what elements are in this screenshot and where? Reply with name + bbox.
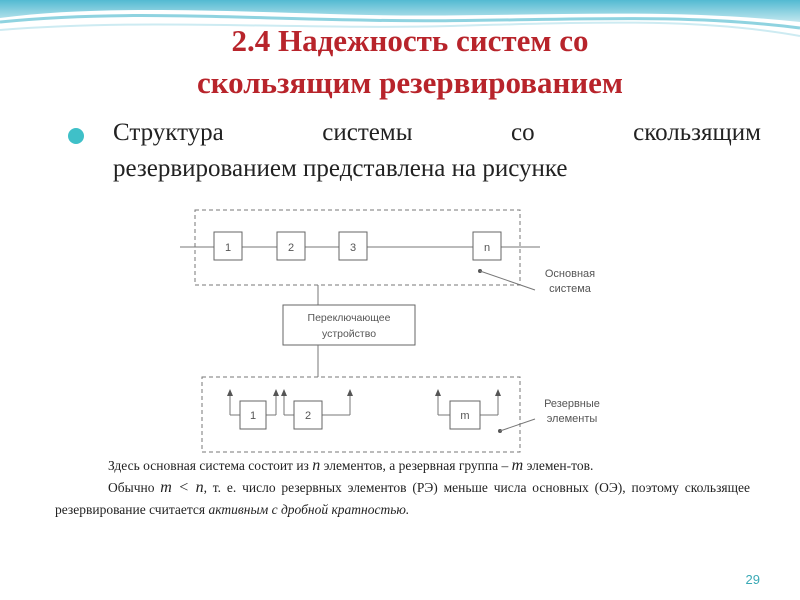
reserve-element-label-2: 2 <box>304 410 312 422</box>
page-number: 29 <box>745 572 760 587</box>
bullet-text <box>113 115 761 187</box>
caption-var-m: m <box>511 457 524 474</box>
switching-device-label-line-2: устройство <box>321 328 377 340</box>
reserve-label-line-1: Резервные <box>544 398 600 410</box>
caption-p2-text-b: , т. е. число резервных элементов (РЭ) меньше числа основных (ОЭ), поэтому скользящее резервирование считается <box>55 480 751 517</box>
bullet-line-2: резервированием представлена на рисунке <box>113 155 568 182</box>
diagram-caption <box>55 455 750 557</box>
bullet-icon <box>68 128 84 144</box>
caption-p2-italic: активным с дробной кратностью. <box>208 502 410 517</box>
caption-p1-text-b: элементов, а резервная группа – <box>320 458 512 473</box>
slide-title <box>60 20 760 104</box>
slide-title-line-2: скользящим резервированием <box>196 65 624 100</box>
caption-inequality: m < n <box>160 479 204 496</box>
caption-paragraph-2 <box>55 477 750 521</box>
reserve-element-m-left-arrowhead <box>435 389 441 396</box>
reserve-element-1-left-arrowhead <box>227 389 233 396</box>
caption-paragraph-1 <box>55 455 750 477</box>
main-system-label-line-1: Основная <box>544 268 596 280</box>
caption-p2-text-a: Обычно <box>108 480 161 495</box>
main-element-label-3: 3 <box>349 242 357 254</box>
main-element-label-n: n <box>483 242 491 254</box>
sliding-redundancy-diagram <box>180 205 610 460</box>
reserve-element-2-right-arrowhead <box>347 389 353 396</box>
bullet-line-1: Структура системы со скользящим <box>113 119 761 146</box>
main-element-label-1: 1 <box>224 242 232 254</box>
main-element-label-2: 2 <box>287 242 295 254</box>
main-system-pointer <box>480 271 535 290</box>
caption-var-n: n <box>312 457 321 474</box>
reserve-element-label-m: m <box>460 410 470 422</box>
switching-device-label-line-1: Переключающее <box>307 312 391 324</box>
reserve-element-1-right-arrowhead <box>273 389 279 396</box>
reserve-label-line-2: элементы <box>546 413 598 425</box>
reserve-element-2-left-arrowhead <box>281 389 287 396</box>
reserve-element-m-right-arrowhead <box>495 389 501 396</box>
main-system-label-line-2: система <box>549 283 591 295</box>
slide-title-line-1: 2.4 Надежность систем со <box>231 23 589 58</box>
caption-p1-text-c: элемен-тов. <box>523 458 594 473</box>
caption-p1-text-a: Здесь основная система состоит из <box>108 458 313 473</box>
reserve-element-label-1: 1 <box>249 410 257 422</box>
reserve-pointer <box>500 419 535 431</box>
